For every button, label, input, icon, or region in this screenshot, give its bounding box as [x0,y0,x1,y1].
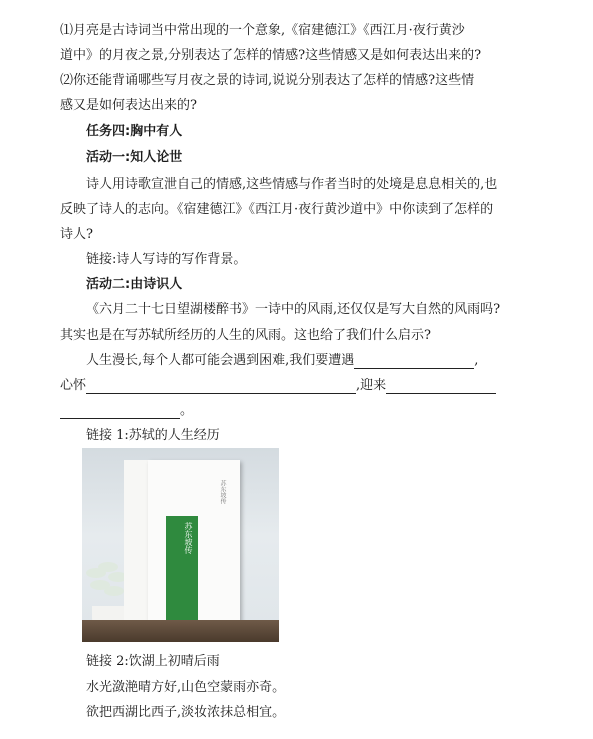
cover-title: 苏东坡传 [184,522,193,554]
activity-1-line-3: 诗人? [60,227,93,242]
activity-1-line-1: 诗人用诗歌宣泄自己的情感,这些情感与作者当时的处境是息息相关的,也 [86,177,498,192]
activity-1-heading: 活动一:知人论世 [86,150,183,165]
question-1-line-2: 道中》的月夜之景,分别表达了怎样的情感?这些情感又是如何表达出来的? [60,48,482,63]
cover-spine-text: 苏东坡传 [219,480,226,504]
blank-1[interactable] [354,355,474,369]
poem-line-1: 水光潋滟晴方好,山色空蒙雨亦奇。 [86,680,286,695]
wooden-shelf [82,620,279,642]
activity-1-link: 链接:诗人写诗的写作背景。 [86,252,247,267]
book-cover [148,460,240,628]
blank-4[interactable] [60,405,180,419]
question-2-line-1: ⑵你还能背诵哪些写月夜之景的诗词,说说分别表达了怎样的情感?这些情 [60,73,475,88]
activity-1-line-2: 反映了诗人的志向。《宿建德江》《西江月·夜行黄沙道中》中你读到了怎样的 [60,202,494,217]
poem-line-2: 欲把西湖比西子,淡妆浓抹总相宜。 [86,705,286,720]
activity-2-heading: 活动二:由诗识人 [86,277,183,292]
book-spine [124,460,149,624]
fill-comma-1: , [474,353,479,368]
task-4-heading: 任务四:胸中有人 [86,124,183,139]
fill-end: 。 [180,403,194,418]
question-2-line-2: 感又是如何表达出来的? [60,98,197,113]
fill-blank-line-2 [60,378,496,394]
book-photo [82,448,279,642]
blank-3[interactable] [386,380,496,394]
activity-2-line-2: 其实也是在写苏轼所经历的人生的风雨。这也给了我们什么启示? [60,328,431,343]
link-1-label: 链接 1:苏轼的人生经历 [86,428,220,443]
fill-comma-2: ,迎来 [356,378,387,393]
blank-2[interactable] [86,380,356,394]
activity-2-line-1: 《六月二十七日望湖楼醉书》一诗中的风雨,还仅仅是写大自然的风雨吗? [86,302,501,317]
fill-text-1: 人生漫长,每个人都可能会遇到困难,我们要遭遇 [86,353,355,368]
question-1-line-1: ⑴月亮是古诗词当中常出现的一个意象,《宿建德江》《西江月·夜行黄沙 [60,23,465,38]
fill-blank-line-3 [60,403,193,419]
fill-blank-line-1 [86,353,478,369]
link-2-label: 链接 2:饮湖上初晴后雨 [86,654,220,669]
fill-text-2: 心怀 [60,378,87,393]
